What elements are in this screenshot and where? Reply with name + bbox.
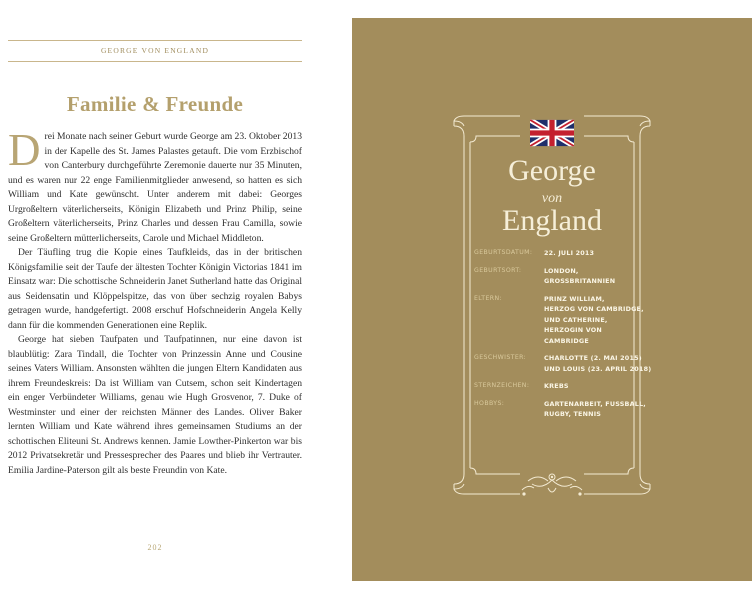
fact-value: [544, 294, 654, 347]
fact-row-birth-date: [474, 248, 654, 259]
paragraph-1: [8, 125, 302, 246]
running-head: [8, 40, 302, 62]
paragraph-3: George hat sieben Taufpaten und Taufpatinnen, nur eine davon ist blaublütig: Zara Tindall, die Tochter von Prinzessin Anne und Cousine seines Vaters William. Ansonsten wählten die jungen Eltern Kandidaten aus ihrem Freundeskreis: Da ist William van Cutsem, schon seit Kindertagen ein enger Verbündeter Williams, genau wie Hugh Grosvenor, 7. Duke of Westminster und einer der reichsten Männer des Landes. Oliver Baker lernten William und Kate während ihres gemeinsamen Studiums an der schottischen Eliteuni St. Andrews kennen. Jamie Lowther-Pinkerton war bis 2012 Privatsekretär und Pressesprecher des Paares und blieb ihr Vertrauter. Emilia Jardine-Paterson gilt als beste Freundin von Kate.: [8, 334, 302, 476]
fact-row-parents: [474, 294, 654, 347]
fact-row-hobbies: [474, 399, 654, 420]
drop-cap: D: [8, 125, 41, 175]
running-head-text: GEORGE VON ENGLAND: [100, 46, 210, 55]
fact-value-line: RUGBY, TENNIS: [544, 410, 602, 418]
chapter-title: Familie & Freunde: [66, 92, 244, 116]
body-text: [8, 125, 302, 478]
fact-row-birth-place: [474, 266, 654, 287]
portrait-title-george: George: [508, 154, 596, 187]
portrait-title-england: England: [502, 204, 602, 237]
fact-label: ELTERN:: [474, 294, 503, 302]
fact-value-line: GARTENARBEIT, FUSSBALL,: [544, 399, 646, 408]
fact-label: HOBBYS:: [474, 399, 505, 407]
fact-label: GESCHWISTER:: [474, 354, 527, 361]
fact-value-line: UND LOUIS (23. APRIL 2018): [544, 364, 652, 373]
fact-value-line: CAMBRIDGE: [544, 336, 589, 345]
union-jack-flag-icon: [530, 119, 574, 147]
fact-row-zodiac-sign: [474, 381, 654, 392]
fact-value: [544, 248, 654, 259]
page-number: 202: [147, 543, 163, 552]
fact-value: [544, 353, 654, 374]
fact-value-line: GROSSBRITANNIEN: [544, 277, 616, 285]
fact-value: [544, 381, 654, 392]
fact-value-line: UND CATHERINE,: [544, 315, 608, 324]
fact-value-line: LONDON,: [544, 266, 579, 275]
fact-value-line: CHARLOTTE (2. MAI 2015): [544, 354, 642, 362]
fact-value-line: HERZOGIN VON: [544, 326, 602, 334]
fact-value-line: KREBS: [544, 382, 569, 390]
paragraph-1-text: rei Monate nach seiner Geburt wurde George am 23. Oktober 2013 in der Kapelle des St. James Palastes getauft. Die vom Erzbischof von Canterbury durchgeführte Zeremonie dauerte nur 35 Minuten, und es waren nur 22 enge Familienmitglieder anwesend, so hatten es sich William und Kate gewünscht. Unter anderem mit dabei: Georges Urgroßeltern väterlicherseits, Königin Elizabeth und Prinz Philip, seine Großeltern väterlicherseits, Prinz Charles und dessen Frau Camilla, sowie seine Großeltern mütterlicherseits, Carole und Michael Middleton.: [8, 131, 302, 244]
fact-value: [544, 399, 654, 420]
fact-row-siblings: [474, 353, 654, 374]
paragraph-2: Der Täufling trug die Kopie eines Taufkleids, das in der britischen Königsfamilie seit der Taufe der ältesten Tochter Königin Victorias 1841 im Einsatz war: Die schottische Schneiderin Janet Sutherland hatte das Original aus Seidensatin und Klöppelspitze, das von über sechzig royalen Babys getragen wurde, handgefertigt. 2008 erschuf Hofschneiderin Angela Kelly dann für die kommenden Generationen eine Replik.: [8, 247, 302, 331]
fact-value: [544, 266, 654, 287]
fact-label: GEBURTSORT:: [474, 266, 522, 274]
portrait-title-von: von: [541, 191, 563, 206]
fact-value-line: PRINZ WILLIAM,: [544, 294, 605, 303]
fact-label: STERNZEICHEN:: [474, 382, 530, 389]
fact-value-line: HERZOG VON CAMBRIDGE,: [544, 305, 644, 313]
fact-label: GEBURTSDATUM:: [474, 249, 533, 256]
fact-value-line: 22. JULI 2013: [544, 249, 595, 257]
running-head-bottom-rule: [8, 61, 302, 62]
right-page: [352, 18, 752, 581]
left-page: [0, 0, 352, 601]
fact-list: [474, 248, 654, 427]
